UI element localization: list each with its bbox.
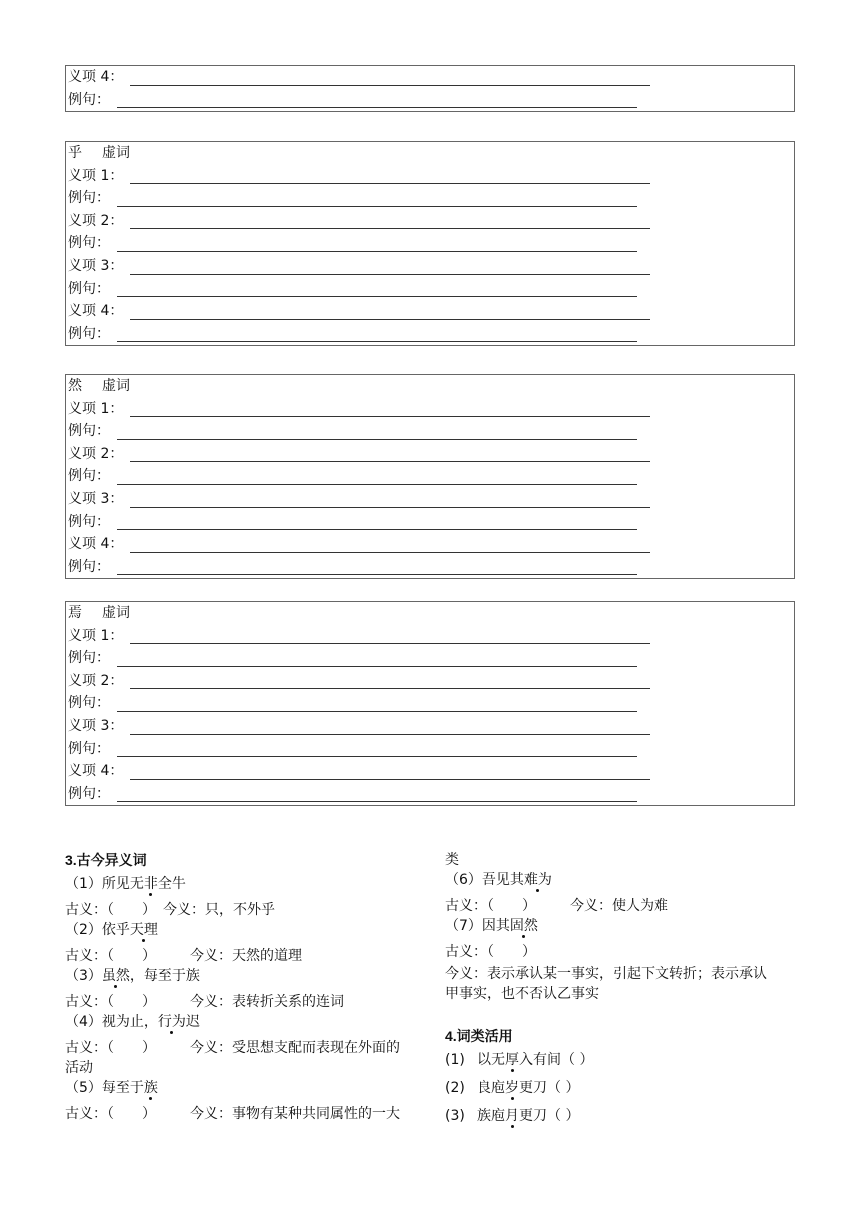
fill-line[interactable] [117, 296, 637, 297]
meaning-row: 义项 2： [66, 670, 794, 693]
meaning-line: 古义：（ ） 今义：事物有某种共同属性的一大 [65, 1106, 400, 1122]
fill-line[interactable] [117, 251, 637, 252]
meaning-line: 今义：表示承认某一事实，引起下文转折；表示承认 [445, 966, 767, 982]
meaning-row: 义项 2： [66, 210, 794, 233]
meaning-row: 义项 1： [66, 625, 794, 648]
meaning-line: 古义：（ ） [445, 944, 536, 960]
meaning-line: 古义：（ ） 今义：使人为难 [445, 898, 668, 914]
fill-line[interactable] [130, 688, 650, 689]
fill-line[interactable] [117, 206, 637, 207]
box-yan [65, 601, 795, 806]
fill-line[interactable] [117, 107, 637, 108]
fill-line[interactable] [117, 711, 637, 712]
fill-line[interactable] [130, 734, 650, 735]
meaning-line-cont: 甲事实，也不否认乙事实 [445, 986, 599, 1002]
example-row: 例句： [66, 783, 794, 806]
fill-line[interactable] [130, 779, 650, 780]
meaning-line-cont: 类 [445, 852, 459, 868]
fill-line[interactable] [117, 439, 637, 440]
meaning-line: 古义：（ ） 今义：只，不外乎 [65, 902, 275, 918]
section-3-left [65, 850, 425, 1124]
fill-line[interactable] [130, 416, 650, 417]
meaning-row: 义项 3： [66, 255, 794, 278]
fill-line[interactable] [130, 552, 650, 553]
example-row: 例句： [66, 420, 794, 443]
section-heading: 4.词类活用 [445, 1028, 513, 1044]
example-row: 例句： [66, 89, 794, 112]
example-row: 例句： [66, 511, 794, 534]
example-row: 例句： [66, 647, 794, 670]
fill-line[interactable] [130, 507, 650, 508]
meaning-row: 义项 2： [66, 443, 794, 466]
meaning-line-cont: 活动 [65, 1060, 93, 1076]
meaning-line: 古义：（ ） 今义：天然的道理 [65, 948, 302, 964]
fill-line[interactable] [117, 801, 637, 802]
item-sentence: （2）依乎天理 [65, 922, 158, 938]
box-title: 乎 虚词 [68, 145, 130, 161]
list-item: (3) 族庖月更刀（ ） [445, 1108, 580, 1124]
fill-line[interactable] [130, 183, 650, 184]
fill-line[interactable] [130, 643, 650, 644]
list-item: (2) 良庖岁更刀（ ） [445, 1080, 580, 1096]
fill-line[interactable] [130, 274, 650, 275]
box-ying-continuation [65, 65, 795, 112]
fill-line[interactable] [117, 574, 637, 575]
item-sentence: （5）每至于族 [65, 1080, 158, 1096]
box-ran [65, 374, 795, 579]
example-row: 例句： [66, 187, 794, 210]
item-sentence: （6）吾见其难为 [445, 872, 552, 888]
meaning-row: 义项 1： [66, 398, 794, 421]
box-title: 然 虚词 [68, 378, 130, 394]
fill-line[interactable] [130, 85, 650, 86]
item-sentence: （3）虽然，每至于族 [65, 968, 200, 984]
fill-line[interactable] [117, 666, 637, 667]
fill-line[interactable] [117, 484, 637, 485]
list-item: (1) 以无厚入有间（ ） [445, 1052, 594, 1068]
fill-line[interactable] [130, 228, 650, 229]
meaning-row: 义项 4： [66, 300, 794, 323]
example-row: 例句： [66, 232, 794, 255]
meaning-row: 义项 4： [66, 760, 794, 783]
example-row: 例句： [66, 738, 794, 761]
meaning-row: 义项 4： [66, 533, 794, 556]
item-sentence: （4）视为止，行为迟 [65, 1014, 200, 1030]
meaning-row: 义项 3： [66, 488, 794, 511]
fill-line[interactable] [117, 756, 637, 757]
fill-line[interactable] [130, 319, 650, 320]
meaning-row: 义项 1： [66, 165, 794, 188]
meaning-row: 义项 4： [66, 66, 794, 89]
example-row: 例句： [66, 465, 794, 488]
example-row: 例句： [66, 278, 794, 301]
meaning-row: 义项 3： [66, 715, 794, 738]
section-3-right [445, 850, 805, 1126]
fill-line[interactable] [117, 529, 637, 530]
meaning-line: 古义：（ ） 今义：受思想支配而表现在外面的 [65, 1040, 400, 1056]
item-sentence: （1）所见无非全牛 [65, 876, 186, 892]
section-heading: 3.古今异义词 [65, 852, 147, 868]
item-sentence: （7）因其固然 [445, 918, 538, 934]
fill-line[interactable] [117, 341, 637, 342]
fill-line[interactable] [130, 461, 650, 462]
box-hu [65, 141, 795, 346]
meaning-line: 古义：（ ） 今义：表转折关系的连词 [65, 994, 344, 1010]
box-title: 焉 虚词 [68, 605, 130, 621]
example-row: 例句： [66, 323, 794, 346]
example-row: 例句： [66, 556, 794, 579]
example-row: 例句： [66, 692, 794, 715]
